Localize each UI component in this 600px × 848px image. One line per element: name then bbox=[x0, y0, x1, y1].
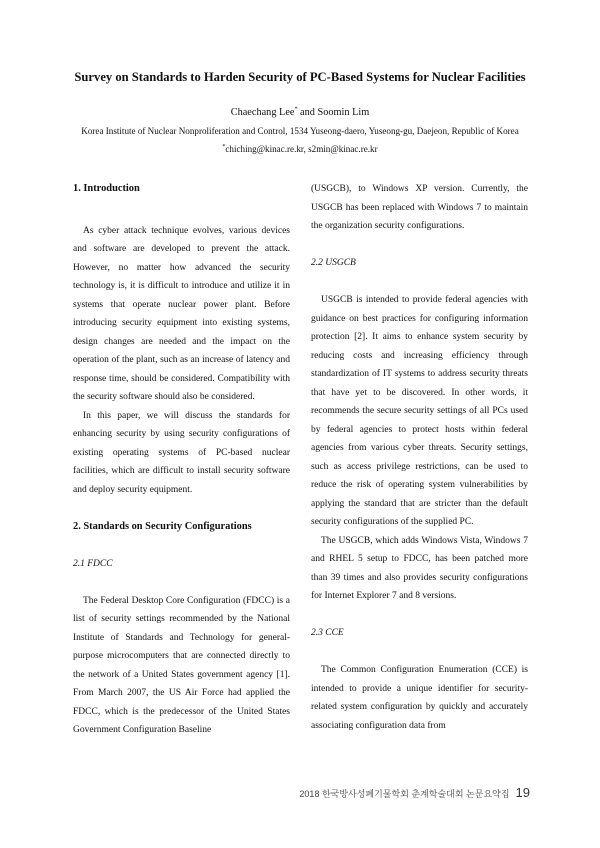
author-rest: and Soomin Lim bbox=[297, 107, 370, 118]
author-line bbox=[0, 107, 600, 118]
section2-heading: 2. Standards on Security Configurations bbox=[73, 520, 252, 532]
cce-paragraph: The Common Configuration Enumeration (CCE) is intended to provide a unique identifier for security-related system configuration by quickly and accurately associating configuration data from bbox=[311, 665, 528, 731]
email-mark: * bbox=[222, 143, 226, 150]
paper-title: Survey on Standards to Harden Security of PC-Based Systems for Nuclear Facilities bbox=[74, 70, 526, 84]
intro-heading: 1. Introduction bbox=[73, 183, 140, 194]
intro-paragraph-1: As cyber attack technique evolves, various devices and software are developed to prevent the attack. However, no matter how advanced the security technology is, it is difficult to introduce and utilize it in systems that operate nuclear power plant. Before introducing security equipment into existing systems, design changes are needed and the impact on the operation of the plant, such as an increase of latency and response time, should be considered. Compatibility with the security software should also be considered. bbox=[73, 225, 290, 402]
email: chiching@kinac.re.kr, s2min@kinac.re.kr bbox=[225, 144, 378, 154]
fdcc-heading: 2.1 FDCC bbox=[73, 558, 113, 569]
corresponding-mark: * bbox=[294, 106, 298, 113]
usgcb-heading: 2.2 USGCB bbox=[311, 258, 356, 268]
right-column bbox=[311, 180, 528, 735]
usgcb-paragraph-1: USGCB is intended to provide federal agencies with guidance on best practices for configuring information protection [2]. It aims to enhance system security by reducing costs and increasing efficiency through standardization of IT systems to address security threats that have yet to be discovered. In other words, it recommends the secure security settings of all PCs used by federal agencies to protect hosts within federal agencies from various cyber threats. Security settings, such as access privilege restrictions, can be used to reduce the risk of operating system vulnerabilities by applying the standard that are stricter than the default security configurations of the supplied PC. bbox=[311, 295, 528, 527]
page-number: 19 bbox=[515, 785, 530, 800]
affiliation: Korea Institute of Nuclear Nonproliferation and Control, 1534 Yuseong-daero, Yuseong-gu, Daejeon, Republic of Korea bbox=[81, 126, 519, 136]
email-line bbox=[0, 144, 600, 154]
usgcb-paragraph-2: The USGCB, which adds Windows Vista, Windows 7 and RHEL 5 setup to FDCC, has been patched more than 39 times and also provides security configurations for Internet Explorer 7 and 8 versions. bbox=[311, 535, 528, 601]
author-1: Chaechang Lee bbox=[230, 107, 295, 118]
continued-paragraph: (USGCB), to Windows XP version. Currently, the USGCB has been replaced with Windows 7 to maintain the organization security configurations. bbox=[311, 184, 528, 231]
left-column bbox=[73, 180, 290, 740]
cce-heading: 2.3 CCE bbox=[311, 628, 344, 638]
fdcc-paragraph: The Federal Desktop Core Configuration (FDCC) is a list of security settings recommended by the National Institute of Standards and Technology for general-purpose microcomputers that are connected directly to the network of a United States government agency [1]. From March 2007, the US Air Force had applied the FDCC, which is the predecessor of the United States Government Configuration Baseline bbox=[73, 595, 290, 735]
intro-paragraph-2: In this paper, we will discuss the standards for enhancing security by using security configurations of existing operating systems of PC-based nuclear facilities, which are difficult to install security software and deploy security equipment. bbox=[73, 410, 290, 495]
conference-name: 2018 한국방사성폐기물학회 춘계학술대회 논문요약집 bbox=[299, 789, 510, 799]
page-footer bbox=[299, 785, 530, 800]
